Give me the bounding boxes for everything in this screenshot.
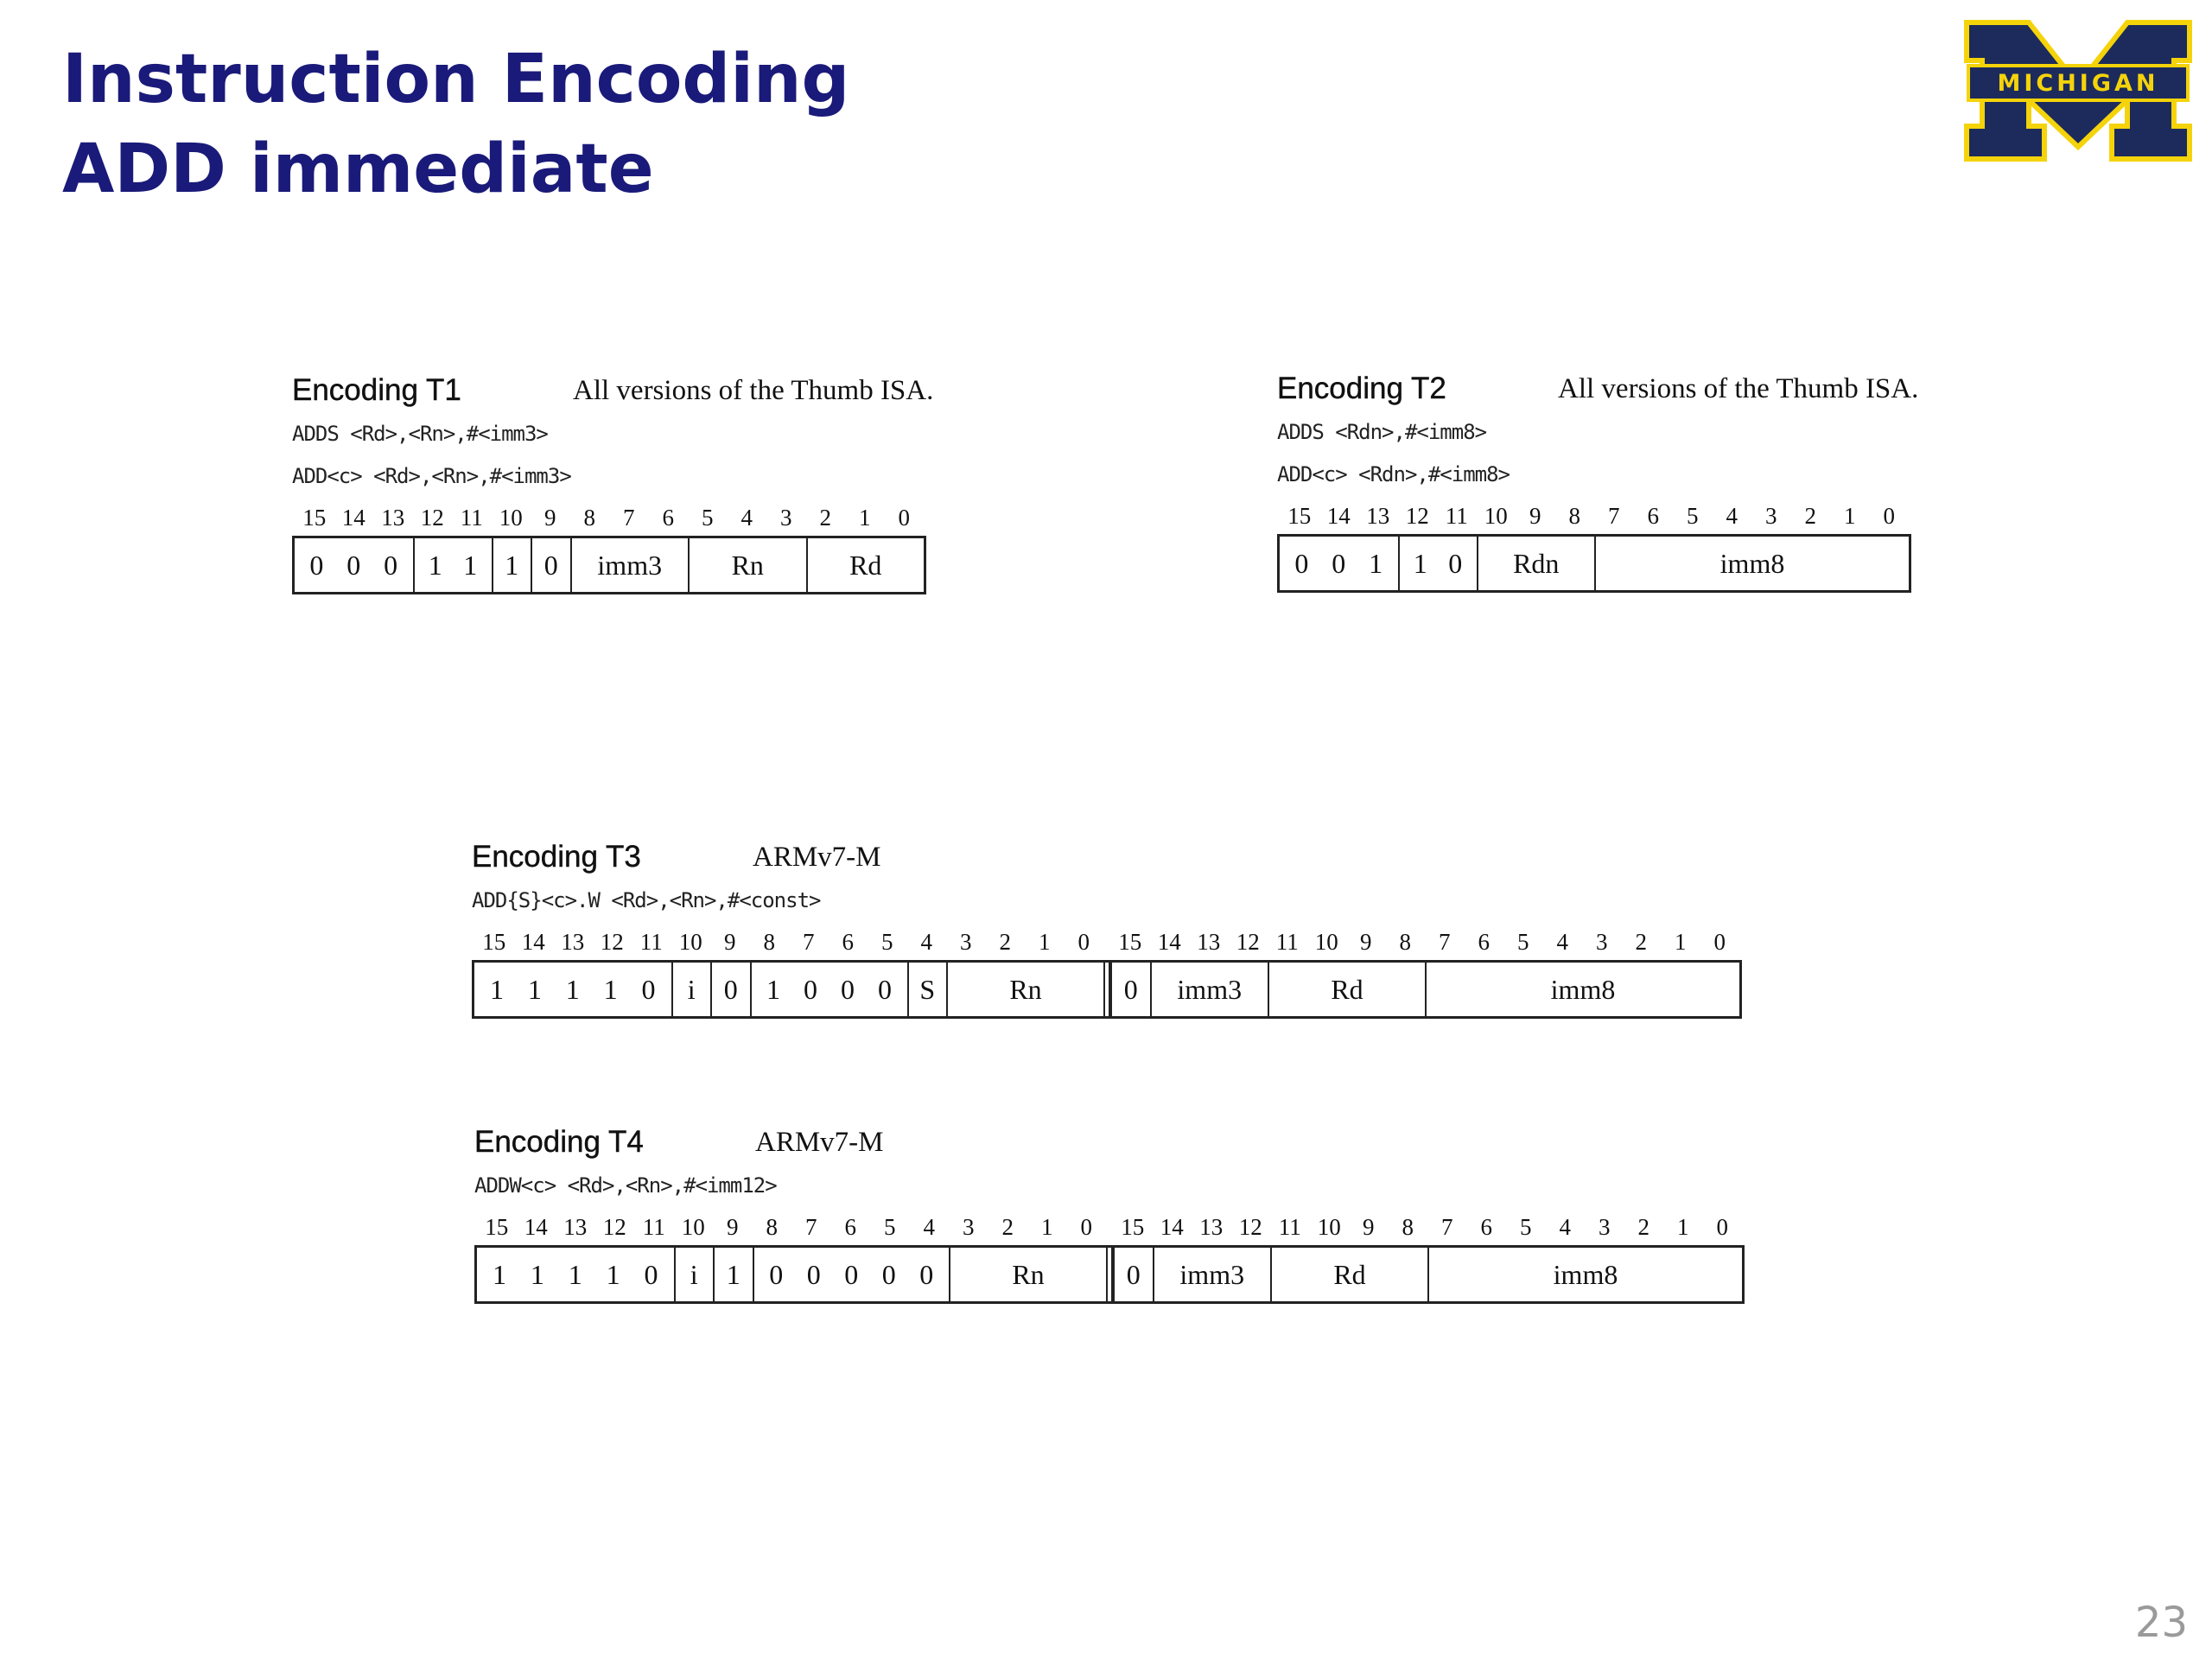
bit-number: 14 xyxy=(1326,503,1351,529)
bit-number: 14 xyxy=(524,1214,548,1240)
bit-value: 0 xyxy=(346,549,361,581)
bit-value: 1 xyxy=(527,973,542,1005)
bit-value: 1 xyxy=(766,973,780,1005)
encoding-fields xyxy=(472,960,1742,1019)
encoding-field xyxy=(1280,537,1398,590)
bit-number: 4 xyxy=(741,505,753,531)
encoding-arch: All versions of the Thumb ISA. xyxy=(1558,373,1919,404)
encoding-name: Encoding T1 xyxy=(292,373,461,407)
bit-number: 2 xyxy=(1804,503,1816,529)
syntax-line: ADD<c> <Rdn>,#<imm8> xyxy=(1277,462,1510,486)
bit-value: S xyxy=(919,973,936,1005)
bit-value: 0 xyxy=(1123,973,1138,1005)
bit-number: 15 xyxy=(485,1214,509,1240)
bit-number: 6 xyxy=(662,505,674,531)
encoding-field: Rn xyxy=(688,538,806,592)
bit-value: 1 xyxy=(492,1258,506,1290)
bit-number: 8 xyxy=(583,505,595,531)
bit-number: 1 xyxy=(1844,503,1856,529)
bit-number: 13 xyxy=(1197,929,1221,955)
bit-value: 0 xyxy=(919,1258,934,1290)
encoding-field xyxy=(474,963,671,1016)
bit-number: 14 xyxy=(341,505,365,531)
bit-number: 2 xyxy=(1635,929,1647,955)
encoding-field: imm3 xyxy=(570,538,689,592)
bit-number: 11 xyxy=(1275,929,1299,955)
bit-number: 0 xyxy=(1716,1214,1728,1240)
bit-value: 0 xyxy=(1126,1258,1141,1290)
encoding-field xyxy=(753,1248,950,1301)
bit-number: 3 xyxy=(1765,503,1777,529)
bit-number: 8 xyxy=(766,1214,778,1240)
bit-number: 13 xyxy=(1199,1214,1224,1240)
encoding-field xyxy=(477,1248,674,1301)
syntax-line: ADDS <Rdn>,#<imm8> xyxy=(1277,420,1487,444)
bit-number: 15 xyxy=(302,505,327,531)
bit-number: 4 xyxy=(1559,1214,1571,1240)
bit-value: 0 xyxy=(644,1258,658,1290)
encoding-field xyxy=(413,538,492,592)
bit-number: 5 xyxy=(881,929,893,955)
encoding-field: Rdn xyxy=(1477,537,1595,590)
bit-number: 2 xyxy=(1637,1214,1649,1240)
encoding-t3 xyxy=(472,840,1732,1019)
bit-number: 13 xyxy=(561,929,585,955)
encoding-field xyxy=(531,538,570,592)
encoding-name: Encoding T3 xyxy=(472,840,641,874)
title-line-1: Instruction Encoding xyxy=(62,41,850,118)
halfword-separator xyxy=(1106,1248,1113,1301)
encoding-field: imm8 xyxy=(1594,537,1909,590)
encoding-t1 xyxy=(292,373,934,594)
bit-value: 1 xyxy=(530,1258,544,1290)
bit-number: 5 xyxy=(1517,929,1529,955)
bit-number: 12 xyxy=(1236,929,1260,955)
bit-number: 1 xyxy=(859,505,871,531)
bit-number: 1 xyxy=(1041,1214,1053,1240)
bit-value: 1 xyxy=(603,973,618,1005)
syntax-line: ADDS <Rd>,<Rn>,#<imm3> xyxy=(292,422,548,446)
encoding-field xyxy=(750,963,907,1016)
bit-number: 14 xyxy=(1160,1214,1184,1240)
bit-number: 15 xyxy=(1121,1214,1145,1240)
title-line-2: ADD immediate xyxy=(62,130,654,208)
bit-number: 10 xyxy=(678,929,702,955)
bit-number: 11 xyxy=(1278,1214,1301,1240)
encoding-fields xyxy=(474,1245,1745,1304)
encoding-field: Rn xyxy=(946,963,1103,1016)
bit-number: 5 xyxy=(1520,1214,1532,1240)
encoding-arch: ARMv7-M xyxy=(753,842,881,873)
bit-number: 10 xyxy=(1314,929,1338,955)
bit-number: 7 xyxy=(1439,929,1451,955)
bit-number: 15 xyxy=(482,929,506,955)
bit-value: 0 xyxy=(1332,547,1346,579)
bit-number: 5 xyxy=(702,505,714,531)
bit-number: 11 xyxy=(1445,503,1468,529)
bit-number: 7 xyxy=(805,1214,817,1240)
slide-title xyxy=(62,35,849,214)
bit-number: 12 xyxy=(600,929,624,955)
bit-number: 4 xyxy=(920,929,932,955)
bit-number: 0 xyxy=(898,505,910,531)
bit-numbers xyxy=(474,1214,1734,1245)
bit-number: 0 xyxy=(1077,929,1090,955)
bit-number: 6 xyxy=(1478,929,1490,955)
bit-number: 11 xyxy=(460,505,483,531)
bit-number: 6 xyxy=(842,929,854,955)
bit-number: 12 xyxy=(602,1214,626,1240)
encoding-field xyxy=(1110,963,1150,1016)
bit-number: 6 xyxy=(1480,1214,1492,1240)
encoding-name: Encoding T2 xyxy=(1277,372,1446,405)
bit-value: 0 xyxy=(804,973,817,1005)
bit-number: 5 xyxy=(884,1214,896,1240)
bit-value: 1 xyxy=(726,1258,741,1290)
bit-value: 1 xyxy=(505,549,519,581)
bit-number: 7 xyxy=(803,929,815,955)
bit-value: 0 xyxy=(723,973,738,1005)
bit-number: 10 xyxy=(681,1214,705,1240)
bit-number: 9 xyxy=(1360,929,1372,955)
bit-value: 0 xyxy=(1448,547,1463,579)
bit-number: 0 xyxy=(1713,929,1726,955)
bit-numbers xyxy=(472,929,1732,960)
encoding-field: Rd xyxy=(1268,963,1425,1016)
encoding-arch: ARMv7-M xyxy=(755,1127,884,1158)
encoding-field xyxy=(713,1248,753,1301)
bit-number: 2 xyxy=(1001,1214,1014,1240)
bit-value: 1 xyxy=(463,549,478,581)
bit-number: 9 xyxy=(724,929,736,955)
encoding-fields xyxy=(292,536,926,594)
bit-number: 2 xyxy=(819,505,831,531)
bit-number: 7 xyxy=(1608,503,1620,529)
bit-value: 0 xyxy=(641,973,656,1005)
bit-number: 10 xyxy=(1484,503,1508,529)
bit-number: 5 xyxy=(1687,503,1699,529)
bit-number: 4 xyxy=(923,1214,935,1240)
bit-number: 9 xyxy=(1529,503,1541,529)
bit-value: 0 xyxy=(806,1258,821,1290)
bit-number: 15 xyxy=(1287,503,1312,529)
bit-value: 1 xyxy=(565,973,580,1005)
bit-number: 10 xyxy=(1317,1214,1341,1240)
encoding-field: imm3 xyxy=(1150,963,1268,1016)
encoding-field xyxy=(674,1248,714,1301)
bit-number: 1 xyxy=(1675,929,1687,955)
bit-number: 15 xyxy=(1118,929,1142,955)
bit-number: 8 xyxy=(1402,1214,1414,1240)
bit-value: i xyxy=(687,973,696,1005)
encoding-field xyxy=(710,963,750,1016)
halfword-separator xyxy=(1103,963,1110,1016)
syntax-line: ADD<c> <Rd>,<Rn>,#<imm3> xyxy=(292,464,571,488)
encoding-field xyxy=(295,538,413,592)
encoding-arch: All versions of the Thumb ISA. xyxy=(573,375,934,406)
bit-number: 9 xyxy=(544,505,556,531)
bit-number: 9 xyxy=(727,1214,739,1240)
encoding-field: Rn xyxy=(949,1248,1106,1301)
bit-value: 0 xyxy=(881,1258,896,1290)
bit-number: 13 xyxy=(563,1214,588,1240)
bit-number: 12 xyxy=(1238,1214,1262,1240)
encoding-field: Rd xyxy=(1270,1248,1427,1301)
bit-number: 14 xyxy=(1157,929,1181,955)
page-number: 23 xyxy=(2134,1599,2188,1647)
encoding-field: imm8 xyxy=(1425,963,1739,1016)
encoding-field: imm8 xyxy=(1427,1248,1742,1301)
encoding-field: Rd xyxy=(806,538,925,592)
bit-value: 0 xyxy=(878,973,892,1005)
bit-number: 12 xyxy=(420,505,444,531)
bit-value: 0 xyxy=(384,549,398,581)
bit-value: 1 xyxy=(428,549,442,581)
michigan-logo xyxy=(1961,17,2195,164)
bit-value: 0 xyxy=(1294,547,1309,579)
bit-number: 3 xyxy=(963,1214,975,1240)
bit-number: 3 xyxy=(960,929,972,955)
encoding-name: Encoding T4 xyxy=(474,1125,644,1159)
bit-number: 2 xyxy=(999,929,1011,955)
bit-number: 12 xyxy=(1405,503,1429,529)
bit-number: 4 xyxy=(1556,929,1568,955)
bit-number: 9 xyxy=(1363,1214,1375,1240)
bit-number: 6 xyxy=(1647,503,1659,529)
bit-number: 6 xyxy=(844,1214,856,1240)
bit-value: 0 xyxy=(841,973,855,1005)
bit-number: 13 xyxy=(381,505,405,531)
encoding-field xyxy=(671,963,711,1016)
bit-number: 1 xyxy=(1677,1214,1689,1240)
bit-number: 7 xyxy=(623,505,635,531)
encoding-field xyxy=(907,963,947,1016)
bit-number: 8 xyxy=(1568,503,1580,529)
bit-value: 0 xyxy=(844,1258,859,1290)
bit-number: 3 xyxy=(780,505,792,531)
encoding-field xyxy=(492,538,531,592)
bit-number: 7 xyxy=(1441,1214,1453,1240)
bit-value: 0 xyxy=(309,549,324,581)
encoding-field xyxy=(1113,1248,1153,1301)
bit-value: 1 xyxy=(1413,547,1427,579)
bit-number: 8 xyxy=(763,929,775,955)
bit-number: 13 xyxy=(1366,503,1390,529)
encoding-t4 xyxy=(474,1125,1734,1304)
bit-number: 4 xyxy=(1726,503,1738,529)
encoding-fields xyxy=(1277,534,1911,593)
bit-number: 11 xyxy=(642,1214,665,1240)
bit-numbers xyxy=(1277,503,1908,534)
logo-text: MICHIGAN xyxy=(1997,70,2159,97)
syntax-line: ADDW<c> <Rd>,<Rn>,#<imm12> xyxy=(474,1173,777,1198)
bit-value: i xyxy=(690,1258,698,1290)
bit-number: 3 xyxy=(1596,929,1608,955)
encoding-field xyxy=(1398,537,1477,590)
bit-number: 8 xyxy=(1399,929,1411,955)
bit-number: 0 xyxy=(1080,1214,1092,1240)
bit-number: 1 xyxy=(1039,929,1051,955)
syntax-line: ADD{S}<c>.W <Rd>,<Rn>,#<const> xyxy=(472,888,821,912)
bit-value: 1 xyxy=(568,1258,582,1290)
encoding-t2 xyxy=(1277,372,1919,593)
bit-number: 11 xyxy=(639,929,663,955)
bit-number: 10 xyxy=(499,505,523,531)
bit-value: 1 xyxy=(606,1258,620,1290)
bit-numbers xyxy=(292,505,923,536)
encoding-field: imm3 xyxy=(1153,1248,1271,1301)
bit-number: 3 xyxy=(1599,1214,1611,1240)
bit-value: 1 xyxy=(489,973,504,1005)
bit-value: 1 xyxy=(1369,547,1383,579)
bit-number: 14 xyxy=(521,929,545,955)
bit-value: 0 xyxy=(543,549,558,581)
bit-value: 0 xyxy=(769,1258,784,1290)
bit-number: 0 xyxy=(1883,503,1895,529)
